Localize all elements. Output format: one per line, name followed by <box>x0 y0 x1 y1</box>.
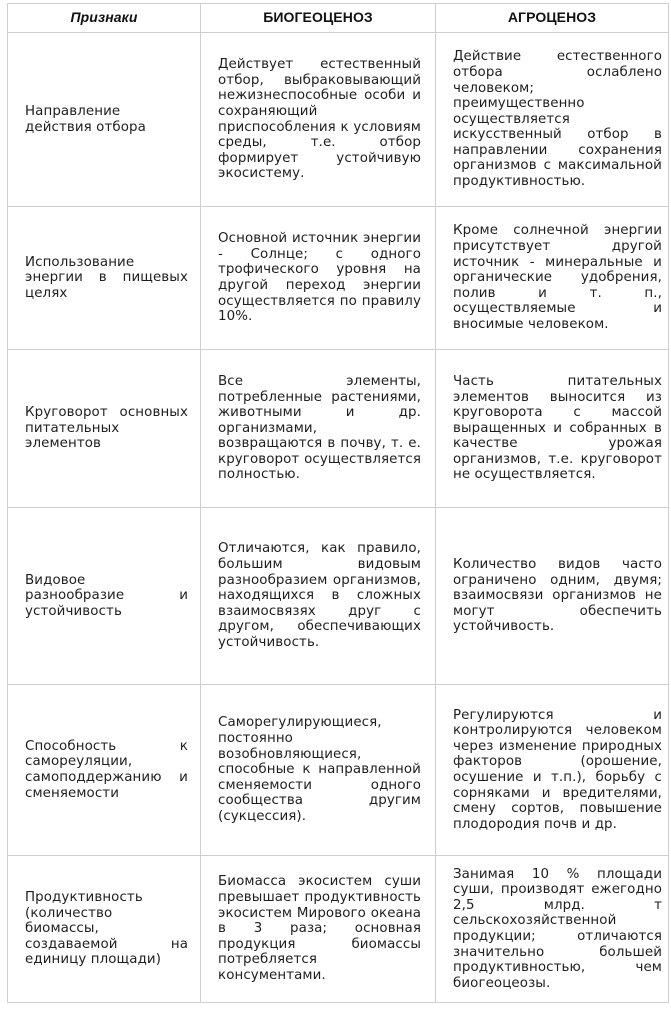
biogeocenosis-cell: Биомасса экосистем суши превышает продуктивность экосистем Мирового океана в 3 раза; основная продукция биомассы потребляется консументами. <box>201 856 436 1003</box>
header-agrocenosis: АГРОЦЕНОЗ <box>436 4 669 33</box>
agrocenosis-cell: Регулируются и контролируются человеком через изменение природных факторов (орошение, осушение и т.п.), борьбу с сорняками и вредителями, смену сортов, повышение плодородия почв и др. <box>436 685 669 856</box>
biogeocenosis-cell: Основной источник энергии - Солнце; с одного трофического уровня на другой переход энергии осуществляется по правилу 10%. <box>201 207 436 350</box>
table-row <box>8 685 669 856</box>
table-row <box>8 207 669 350</box>
feature-cell: Направление действия отбора <box>8 33 201 207</box>
agrocenosis-cell: Количество видов часто ограничено одним, двумя; взаимосвязи организмов не могут обеспечить устойчивость. <box>436 508 669 685</box>
biogeocenosis-cell: Саморегулирующиеся, постоянно возобновляющиеся, способные к направленной сменяемости одного сообщества другим (сукцессия). <box>201 685 436 856</box>
table-row <box>8 33 669 207</box>
biogeocenosis-cell: Отличаются, как правило, большим видовым разнообразием организмов, находящихся в сложных взаимосвязях друг с другом, обеспечивающих устойчивость. <box>201 508 436 685</box>
header-features: Признаки <box>8 4 201 33</box>
agrocenosis-cell: Кроме солнечной энергии присутствует другой источник - минеральные и органические удобрения, полив и т. п., осуществляемые и вносимые человеком. <box>436 207 669 350</box>
feature-cell: Видовое разнообразие и устойчивость <box>8 508 201 685</box>
agrocenosis-cell: Действие естественного отбора ослаблено человеком; преимущественно осуществляется искусственный отбор в направлении сохранения организмов с максимальной продуктивностью. <box>436 33 669 207</box>
biogeocenosis-cell: Все элементы, потребленные растениями, животными и др. организмами, возвращаются в почву, т. е. круговорот осуществляется полностью. <box>201 350 436 508</box>
agrocenosis-cell: Занимая 10 % площади суши, производят ежегодно 2,5 млрд. т сельскохозяйственной продукции; отличаются значительно большей продуктивностью, чем биогеоцеозы. <box>436 856 669 1003</box>
feature-cell: Использование энергии в пищевых целях <box>8 207 201 350</box>
header-biogeocenosis: БИОГЕОЦЕНОЗ <box>201 4 436 33</box>
feature-cell: Круговорот основных питательных элементов <box>8 350 201 508</box>
table-row <box>8 508 669 685</box>
feature-cell: Способность к самореуляции, самоподдержанию и сменяемости <box>8 685 201 856</box>
table-row <box>8 856 669 1003</box>
comparison-table <box>7 3 669 1003</box>
feature-cell: Продуктивность (количество биомассы, создаваемой на единицу площади) <box>8 856 201 1003</box>
agrocenosis-cell: Часть питательных элементов выносится из круговорота с массой выращенных и собранных в качестве урожая организмов, т.е. круговорот не осуществляется. <box>436 350 669 508</box>
table-row <box>8 350 669 508</box>
biogeocenosis-cell: Действует естественный отбор, выбраковывающий нежизнеспособные особи и сохраняющий приспособления к условиям среды, т.е. отбор формирует устойчивую экосистему. <box>201 33 436 207</box>
header-row <box>8 4 669 33</box>
